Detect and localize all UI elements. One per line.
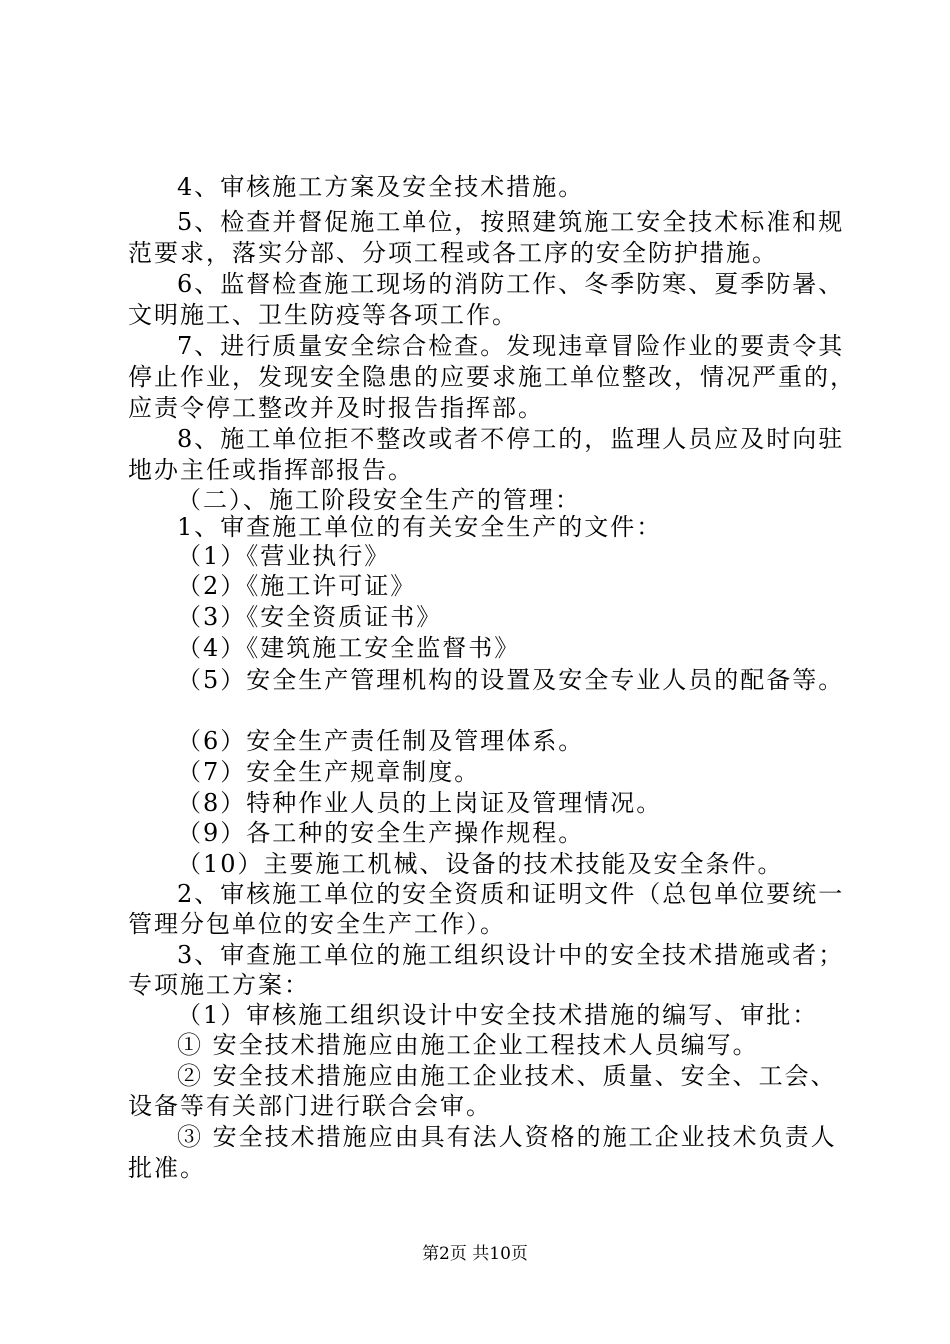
text-line: （1）审核施工组织设计中安全技术措施的编写、审批： <box>177 1001 819 1029</box>
text-line: 6、监督检查施工现场的消防工作、冬季防寒、夏季防暑、 <box>177 270 845 298</box>
text-line: 5、检查并督促施工单位，按照建筑施工安全技术标准和规 <box>177 208 845 236</box>
text-line: 8、施工单位拒不整改或者不停工的，监理人员应及时向驻 <box>177 425 845 453</box>
list-item: （3）《安全资质证书》 <box>177 603 443 631</box>
text-line: 4、审核施工方案及安全技术措施。 <box>177 173 585 201</box>
text-line: 1、审查施工单位的有关安全生产的文件： <box>177 513 663 541</box>
text-line: 应责令停工整改并及时报告指挥部。 <box>128 394 544 422</box>
text-line: 专项施工方案： <box>128 971 310 999</box>
section-heading: （二）、施工阶段安全生产的管理： <box>177 486 581 514</box>
list-item: （4）《建筑施工安全监督书》 <box>177 634 521 662</box>
text-line: 文明施工、卫生防疫等各项工作。 <box>128 301 518 329</box>
text-line: 2、审核施工单位的安全资质和证明文件（总包单位要统一 <box>177 880 845 908</box>
list-item: ① 安全技术措施应由施工企业工程技术人员编写。 <box>177 1031 759 1059</box>
list-item: （5）安全生产管理机构的设置及安全专业人员的配备等。 <box>177 666 845 694</box>
text-line: 地办主任或指挥部报告。 <box>128 456 414 484</box>
text-line: 设备等有关部门进行联合会审。 <box>128 1092 492 1120</box>
text-line: 3、审查施工单位的施工组织设计中的安全技术措施或者； <box>177 941 845 969</box>
list-item: （10）主要施工机械、设备的技术技能及安全条件。 <box>177 850 784 878</box>
text-line: 范要求，落实分部、分项工程或各工序的安全防护措施。 <box>128 239 778 267</box>
page-footer: 第2页 共10页 <box>422 1244 528 1264</box>
text-line: 停止作业，发现安全隐患的应要求施工单位整改，情况严重的， <box>128 363 856 391</box>
text-line: 批准。 <box>128 1154 206 1182</box>
list-item: （9）各工种的安全生产操作规程。 <box>177 819 585 847</box>
list-item: （2）《施工许可证》 <box>177 572 417 600</box>
text-line: 7、进行质量安全综合检查。发现违章冒险作业的要责令其 <box>177 332 845 360</box>
list-item: ② 安全技术措施应由施工企业技术、质量、安全、工会、 <box>177 1062 837 1090</box>
list-item: （1）《营业执行》 <box>177 542 391 570</box>
list-item: （6）安全生产责任制及管理体系。 <box>177 727 585 755</box>
list-item: （7）安全生产规章制度。 <box>177 758 481 786</box>
text-line: 管理分包单位的安全生产工作）。 <box>128 910 506 938</box>
list-item: （8）特种作业人员的上岗证及管理情况。 <box>177 789 663 817</box>
list-item: ③ 安全技术措施应由具有法人资格的施工企业技术负责人 <box>177 1123 837 1151</box>
